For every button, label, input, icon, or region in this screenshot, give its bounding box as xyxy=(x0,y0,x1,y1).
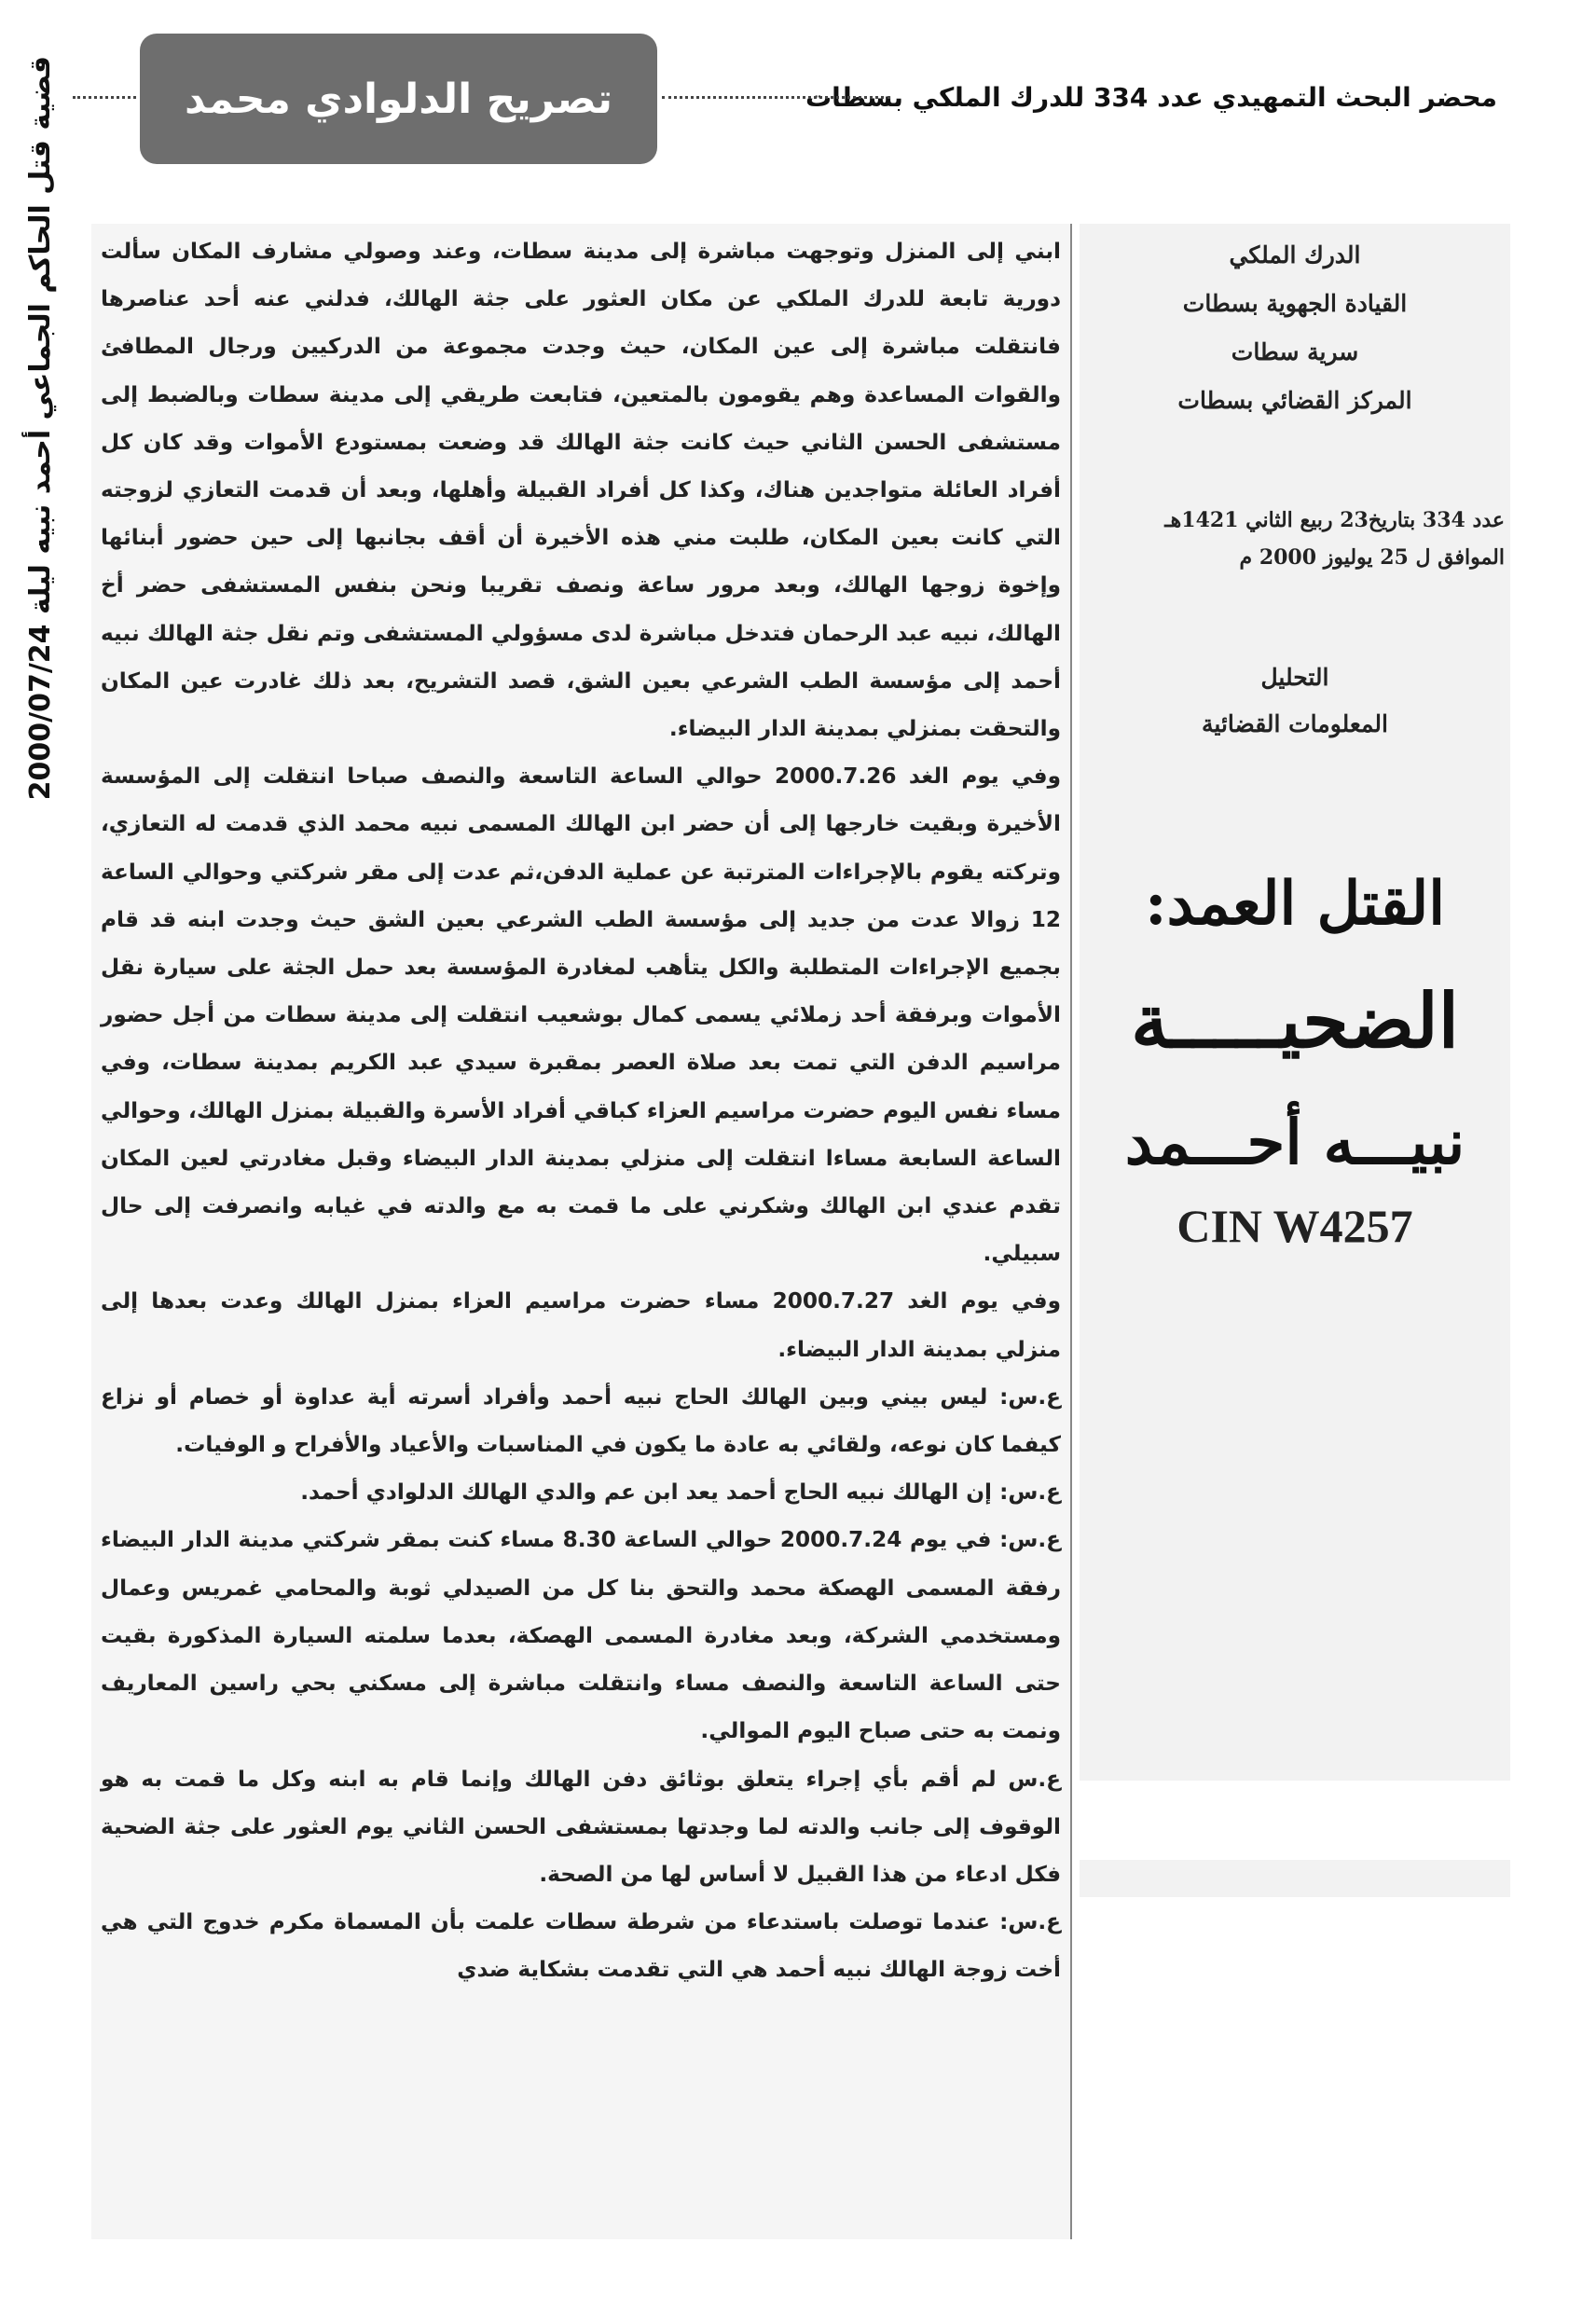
sidebar-strip xyxy=(1080,1860,1510,1897)
body-paragraph: ع.س: عندما توصلت باستدعاء من شرطة سطات علمت بأن المسماة مكرم خدوج التي هي أخت زوجة الهالك نبيه أحمد هي التي تقدمت بشكاية ضدي xyxy=(101,1909,1061,1983)
analysis-line: التحليل xyxy=(1260,664,1329,691)
unit-line: المركز القضائي بسطات xyxy=(1177,387,1412,414)
title-dotted-leader xyxy=(662,96,890,99)
body-paragraph: وفي يوم الغد 2000.7.26 حوالي الساعة التاسعة والنصف صباحا انتقلت إلى المؤسسة الأخيرة وبقيت خارجها إلى أن حضر ابن الهالك المسمى نبيه محمد الذي قدمت له التعازي، وتركته يقوم بالإجراءات المترتبة عن عملية الدفن،ثم عدت إلى مقر شركتي وحوالي الساعة 12 زوالا عدت من جديد إلى مؤسسة الطب الشرعي بعين الشق حيث وجدت ابنه قد قام بجميع الإجراءات المتطلبة والكل يتأهب لمغادرة المؤسسة بعد حمل الجثة على سيارة نقل الأموات وبرفقة أحد زملائي يسمى كمال بوشعيب انتقلت إلى مدينة سطات من أجل حضور مراسيم الدفن التي تمت بعد صلاة العصر بمقبرة سيدي عبد الكريم بمدينة سطات، وفي مساء نفس اليوم حضرت مراسيم العزاء كباقي أفراد الأسرة والقبيلة بمنزل الهالك، وحوالي الساعة السابعة مساءا انتقلت إلى منزلي بمدينة الدار البيضاء وقبل مغادرتي لعين المكان تقدم عندي ابن الهالك وشكرني على ما قمت به مع والدته في غيابه وانصرفت إلى حال سبيلي. xyxy=(101,764,1062,1267)
body-paragraph: ع.س لم أقم بأي إجراء يتعلق بوثائق دفن الهالك وإنما قام به ابنه وكل ما قمت به هو الوقوف إلى جانب والدته لما وجدتها بمستشفى الحسن الثاني يوم العثور على جثة الضحية فكل ادعاء من هذا القبيل لا أساس لها من الصحة. xyxy=(101,1766,1061,1887)
body-paragraph: ابني إلى المنزل وتوجهت مباشرة إلى مدينة سطات، وعند وصولي مشارف المكان سألت دورية تابعة للدرك الملكي عن مكان العثور على جثة الهالك، فدلني عنه أحد عناصرها فانتقلت مباشرة إلى عين المكان، حيث وجدت مجموعة من الدركيين ورجال المطافئ والقوات المساعدة وهم يقومون بالمتعين، فتابعت طريقي إلى مدينة سطات وبالضبط إلى مستشفى الحسن الثاني حيث كانت جثة الهالك قد وضعت بمستودع الأموات وقد كان كل أفراد العائلة متواجدين هناك، وكذا كل أفراد القبيلة وأهلها، وبعد أن قدمت التعازي لزوجته التي كانت بعين المكان، طلبت مني هذه الأخيرة أن أقف بجانبها إلى حين حضور أبنائها وإخوة زوجها الهالك، وبعد مرور ساعة ونصف تقريبا ونحن بنفس المستشفى حضر أخ الهالك، نبيه عبد الرحمان فتدخل مباشرة لدى مسؤولي المستشفى وتم نقل جثة الهالك نبيه أحمد إلى مؤسسة الطب الشرعي بعين الشق، قصد التشريح، بعد ذلك غادرت عين المكان والتحقت بمنزلي بمدينة الدار البيضاء. xyxy=(101,239,1061,742)
column-divider xyxy=(1070,224,1072,2239)
victim-cin: CIN W4257 xyxy=(1176,1200,1413,1252)
case-vertical-caption: قضية قتل الحاكم الجماعي أحمد نبيه ليلة 2000/07/24 xyxy=(24,56,57,801)
report-title: محضر البحث التمهيدي عدد 334 للدرك الملكي بسطات xyxy=(805,82,1497,113)
analysis-heading xyxy=(1080,654,1510,748)
reference-line: الموافق ل 25 يوليوز 2000 م xyxy=(1239,545,1505,570)
crime-type: القتل العمد: xyxy=(1144,869,1446,939)
victim-label: الضحيـــــة xyxy=(1131,977,1459,1065)
reference-line: عدد 334 بتاريخ23 ربيع الثاني 1421هـ xyxy=(1164,508,1505,532)
victim-name: نبيـــه أحـــمد xyxy=(1124,1106,1465,1178)
issuing-unit xyxy=(1080,231,1510,425)
report-reference xyxy=(1020,502,1505,576)
body-paragraph: ع.س: ليس بيني وبين الهالك الحاج نبيه أحمد وأفراد أسرته أية عداوة أو خصام أو نزاع كيفما كان نوعه، ولقائي به عادة ما يكون في المناسبات والأعياد والأفراح و الوفيات. xyxy=(101,1383,1061,1458)
statement-body xyxy=(101,227,1061,1994)
badge-dotted-leader xyxy=(73,96,136,99)
body-paragraph: ع.س: إن الهالك نبيه الحاج أحمد يعد ابن عم والدي الهالك الدلوادي أحمد. xyxy=(300,1479,1061,1506)
statement-badge: تصريح الدلوادي محمد xyxy=(140,34,657,164)
analysis-line: المعلومات القضائية xyxy=(1202,710,1388,737)
unit-line: سرية سطات xyxy=(1231,338,1359,365)
unit-line: الدرك الملكي xyxy=(1229,241,1361,268)
unit-line: القيادة الجهوية بسطات xyxy=(1182,290,1408,317)
body-paragraph: وفي يوم الغد 2000.7.27 مساء حضرت مراسيم العزاء بمنزل الهالك وعدت بعدها إلى منزلي بمدينة الدار البيضاء. xyxy=(101,1288,1062,1362)
body-paragraph: ع.س: في يوم 2000.7.24 حوالي الساعة 8.30 مساء كنت بمقر شركتي مدينة الدار البيضاء رفقة المسمى الهصكة محمد والتحق بنا كل من الصيدلي ثوبة والمحامي غمريس وعمال ومستخدمي الشركة، وبعد مغادرة المسمى الهصكة، بعدما سلمته السيارة المذكورة بقيت حتى الساعة التاسعة والنصف مساء وانتقلت مباشرة إلى مسكني بحي راسين المعاريف ونمت به حتى صباح اليوم الموالي. xyxy=(101,1527,1061,1744)
